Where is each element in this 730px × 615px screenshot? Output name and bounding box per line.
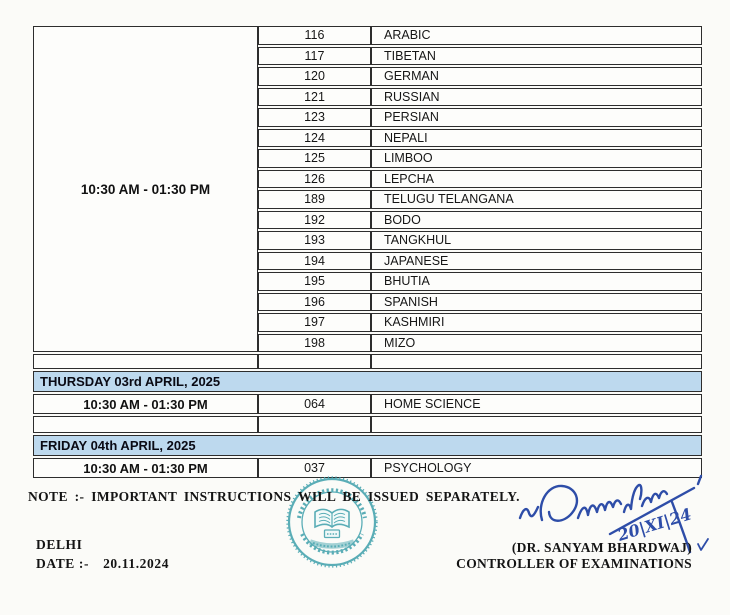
signatory-name: (DR. SANYAM BHARDWAJ) bbox=[511, 540, 692, 555]
exam-code: 037 bbox=[258, 458, 371, 478]
note-line: NOTE :- IMPORTANT INSTRUCTIONS WILL BE ISSUED SEPARATELY. bbox=[28, 489, 520, 504]
place-date-block bbox=[36, 536, 169, 574]
subject-name: ARABIC bbox=[371, 26, 702, 45]
exam-table bbox=[33, 26, 702, 478]
signatory-title: CONTROLLER OF EXAMINATIONS bbox=[456, 555, 692, 571]
subject-name: BODO bbox=[371, 211, 702, 230]
subject-name: LIMBOO bbox=[371, 149, 702, 168]
subject-name: TELUGU TELANGANA bbox=[371, 190, 702, 209]
subject-row bbox=[258, 88, 702, 107]
subject-name: TIBETAN bbox=[371, 47, 702, 66]
subject-rows bbox=[258, 26, 702, 352]
subject-row bbox=[258, 293, 702, 312]
subject-name: KASHMIRI bbox=[371, 313, 702, 332]
exam-subject: PSYCHOLOGY bbox=[371, 458, 702, 478]
subject-row bbox=[258, 252, 702, 271]
subject-row bbox=[258, 129, 702, 148]
subject-name: GERMAN bbox=[371, 67, 702, 86]
place-label: DELHI bbox=[36, 537, 83, 552]
subject-name: MIZO bbox=[371, 334, 702, 353]
empty-cell bbox=[371, 416, 702, 433]
subject-name: JAPANESE bbox=[371, 252, 702, 271]
subject-row bbox=[258, 272, 702, 291]
subject-code: 125 bbox=[258, 149, 371, 168]
subject-code: 194 bbox=[258, 252, 371, 271]
day-header-friday: FRIDAY 04th APRIL, 2025 bbox=[33, 435, 702, 456]
subject-code: 116 bbox=[258, 26, 371, 45]
subject-code: 193 bbox=[258, 231, 371, 250]
empty-row bbox=[33, 416, 702, 433]
signature-date: 20|XI|24 bbox=[615, 504, 694, 545]
subject-row bbox=[258, 108, 702, 127]
subject-code: 198 bbox=[258, 334, 371, 353]
subject-row bbox=[258, 26, 702, 45]
date-line bbox=[36, 555, 169, 574]
exam-row-home-science bbox=[33, 394, 702, 414]
subject-code: 196 bbox=[258, 293, 371, 312]
subject-row bbox=[258, 334, 702, 353]
subject-name: TANGKHUL bbox=[371, 231, 702, 250]
subject-row bbox=[258, 149, 702, 168]
subject-code: 120 bbox=[258, 67, 371, 86]
subject-row bbox=[258, 67, 702, 86]
session-time-cell: 10:30 AM - 01:30 PM bbox=[33, 26, 258, 352]
subject-code: 124 bbox=[258, 129, 371, 148]
date-label: DATE :- bbox=[36, 555, 90, 571]
subject-code: 192 bbox=[258, 211, 371, 230]
subject-name: SPANISH bbox=[371, 293, 702, 312]
subject-code: 117 bbox=[258, 47, 371, 66]
empty-cell bbox=[258, 354, 371, 369]
subject-code: 126 bbox=[258, 170, 371, 189]
exam-time-cell: 10:30 AM - 01:30 PM bbox=[33, 394, 258, 414]
subject-code: 189 bbox=[258, 190, 371, 209]
subject-row bbox=[258, 47, 702, 66]
subject-name: NEPALI bbox=[371, 129, 702, 148]
subject-row bbox=[258, 231, 702, 250]
day-header-thursday: THURSDAY 03rd APRIL, 2025 bbox=[33, 371, 702, 392]
subject-code: 195 bbox=[258, 272, 371, 291]
empty-row bbox=[33, 354, 702, 369]
subject-name: LEPCHA bbox=[371, 170, 702, 189]
exam-subject: HOME SCIENCE bbox=[371, 394, 702, 414]
date-value: 20.11.2024 bbox=[103, 555, 170, 571]
subject-row bbox=[258, 313, 702, 332]
subject-name: PERSIAN bbox=[371, 108, 702, 127]
empty-cell bbox=[258, 416, 371, 433]
subject-code: 197 bbox=[258, 313, 371, 332]
exam-code: 064 bbox=[258, 394, 371, 414]
empty-cell bbox=[33, 416, 258, 433]
subject-name: BHUTIA bbox=[371, 272, 702, 291]
subject-row bbox=[258, 170, 702, 189]
language-session-block bbox=[33, 26, 702, 352]
subject-name: RUSSIAN bbox=[371, 88, 702, 107]
subject-code: 121 bbox=[258, 88, 371, 107]
subject-code: 123 bbox=[258, 108, 371, 127]
exam-time-cell: 10:30 AM - 01:30 PM bbox=[33, 458, 258, 478]
empty-cell bbox=[371, 354, 702, 369]
signatory-block bbox=[456, 540, 692, 571]
subject-row bbox=[258, 211, 702, 230]
empty-cell bbox=[33, 354, 258, 369]
subject-row bbox=[258, 190, 702, 209]
